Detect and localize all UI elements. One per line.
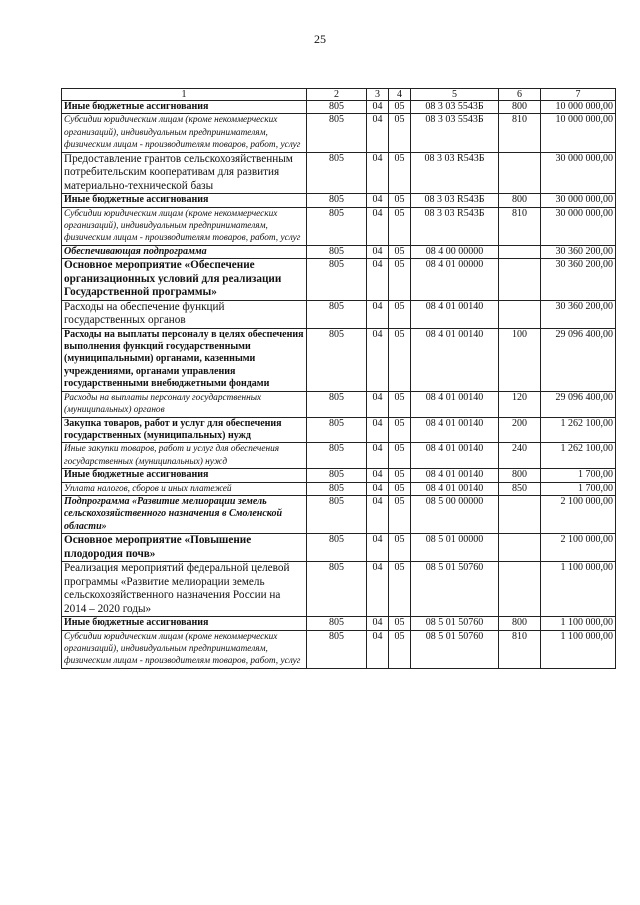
cell-target-article: 08 4 01 00140	[411, 417, 499, 443]
cell-admin-code: 805	[307, 194, 367, 207]
cell-subsection: 05	[389, 482, 411, 495]
cell-section: 04	[367, 630, 389, 668]
cell-description: Уплата налогов, сборов и иных платежей	[62, 482, 307, 495]
cell-target-article: 08 4 01 00140	[411, 391, 499, 417]
cell-target-article: 08 4 01 00140	[411, 443, 499, 469]
cell-admin-code: 805	[307, 417, 367, 443]
cell-admin-code: 805	[307, 101, 367, 114]
cell-description: Иные бюджетные ассигнования	[62, 617, 307, 630]
cell-target-article: 08 4 00 00000	[411, 245, 499, 258]
cell-admin-code: 805	[307, 482, 367, 495]
cell-amount: 30 000 000,00	[541, 207, 616, 245]
cell-expense-type: 800	[499, 101, 541, 114]
cell-expense-type: 850	[499, 482, 541, 495]
cell-subsection: 05	[389, 534, 411, 562]
cell-target-article: 08 4 01 00140	[411, 300, 499, 328]
cell-section: 04	[367, 562, 389, 617]
cell-subsection: 05	[389, 391, 411, 417]
cell-subsection: 05	[389, 562, 411, 617]
cell-target-article: 08 5 01 50760	[411, 617, 499, 630]
cell-amount: 1 700,00	[541, 469, 616, 482]
cell-target-article: 08 3 03 R543Б	[411, 194, 499, 207]
cell-admin-code: 805	[307, 562, 367, 617]
cell-section: 04	[367, 534, 389, 562]
cell-subsection: 05	[389, 245, 411, 258]
cell-admin-code: 805	[307, 245, 367, 258]
cell-expense-type	[499, 259, 541, 301]
cell-amount: 29 096 400,00	[541, 391, 616, 417]
cell-target-article: 08 4 01 00140	[411, 328, 499, 391]
table-row	[62, 328, 616, 391]
table-row	[62, 534, 616, 562]
cell-target-article: 08 3 03 R543Б	[411, 152, 499, 194]
cell-target-article: 08 4 01 00000	[411, 259, 499, 301]
cell-section: 04	[367, 300, 389, 328]
cell-subsection: 05	[389, 443, 411, 469]
cell-expense-type	[499, 152, 541, 194]
cell-amount: 1 100 000,00	[541, 562, 616, 617]
cell-section: 04	[367, 482, 389, 495]
cell-target-article: 08 4 01 00140	[411, 469, 499, 482]
cell-section: 04	[367, 469, 389, 482]
cell-amount: 30 360 200,00	[541, 259, 616, 301]
cell-section: 04	[367, 245, 389, 258]
cell-amount: 30 360 200,00	[541, 245, 616, 258]
cell-target-article: 08 5 01 50760	[411, 562, 499, 617]
cell-admin-code: 805	[307, 443, 367, 469]
cell-expense-type	[499, 245, 541, 258]
cell-description: Иные бюджетные ассигнования	[62, 469, 307, 482]
cell-expense-type	[499, 562, 541, 617]
cell-description: Подпрограмма «Развитие мелиорации земель сельскохозяйственного назначения в Смоленской области»	[62, 495, 307, 533]
cell-expense-type: 810	[499, 630, 541, 668]
cell-expense-type: 800	[499, 617, 541, 630]
cell-admin-code: 805	[307, 259, 367, 301]
cell-expense-type: 100	[499, 328, 541, 391]
cell-admin-code: 805	[307, 207, 367, 245]
cell-admin-code: 805	[307, 534, 367, 562]
cell-expense-type: 200	[499, 417, 541, 443]
cell-description: Субсидии юридическим лицам (кроме некоммерческих организаций), индивидуальным предпринимателям, физическим лицам - производителям товаров, работ, услуг	[62, 114, 307, 152]
cell-target-article: 08 3 03 5543Б	[411, 101, 499, 114]
column-header: 3	[367, 89, 389, 101]
cell-description: Иные закупки товаров, работ и услуг для обеспечения государственных (муниципальных) нужд	[62, 443, 307, 469]
cell-section: 04	[367, 114, 389, 152]
cell-section: 04	[367, 194, 389, 207]
cell-subsection: 05	[389, 152, 411, 194]
cell-subsection: 05	[389, 328, 411, 391]
cell-amount: 10 000 000,00	[541, 114, 616, 152]
cell-subsection: 05	[389, 630, 411, 668]
cell-description: Субсидии юридическим лицам (кроме некоммерческих организаций), индивидуальным предпринимателям, физическим лицам - производителям товаров, работ, услуг	[62, 630, 307, 668]
cell-target-article: 08 5 00 00000	[411, 495, 499, 533]
cell-expense-type	[499, 495, 541, 533]
column-header: 7	[541, 89, 616, 101]
cell-expense-type: 810	[499, 207, 541, 245]
cell-amount: 1 100 000,00	[541, 630, 616, 668]
cell-subsection: 05	[389, 300, 411, 328]
cell-admin-code: 805	[307, 495, 367, 533]
table-row	[62, 630, 616, 668]
cell-description: Расходы на выплаты персоналу в целях обеспечения выполнения функций государственными (муниципальными) органами, казенными учреждениями, органами управления государственными внебюджетными фондами	[62, 328, 307, 391]
cell-description: Основное мероприятие «Обеспечение организационных условий для реализации Государственной программы»	[62, 259, 307, 301]
table-row	[62, 114, 616, 152]
cell-amount: 30 360 200,00	[541, 300, 616, 328]
cell-admin-code: 805	[307, 300, 367, 328]
table-row	[62, 207, 616, 245]
table-row	[62, 259, 616, 301]
table-row	[62, 417, 616, 443]
table-row	[62, 101, 616, 114]
cell-amount: 1 700,00	[541, 482, 616, 495]
table-row	[62, 482, 616, 495]
cell-target-article: 08 3 03 R543Б	[411, 207, 499, 245]
table-row	[62, 562, 616, 617]
page-number: 25	[314, 32, 326, 46]
cell-section: 04	[367, 617, 389, 630]
cell-subsection: 05	[389, 194, 411, 207]
cell-expense-type: 800	[499, 469, 541, 482]
cell-amount: 2 100 000,00	[541, 534, 616, 562]
cell-description: Основное мероприятие «Повышение плодородия почв»	[62, 534, 307, 562]
cell-amount: 1 100 000,00	[541, 617, 616, 630]
table-row	[62, 245, 616, 258]
cell-subsection: 05	[389, 207, 411, 245]
cell-admin-code: 805	[307, 152, 367, 194]
table-row	[62, 300, 616, 328]
cell-description: Расходы на выплаты персоналу государственных (муниципальных) органов	[62, 391, 307, 417]
cell-subsection: 05	[389, 114, 411, 152]
table-row	[62, 617, 616, 630]
column-header: 1	[62, 89, 307, 101]
column-header: 2	[307, 89, 367, 101]
cell-section: 04	[367, 328, 389, 391]
cell-expense-type	[499, 534, 541, 562]
cell-amount: 10 000 000,00	[541, 101, 616, 114]
cell-description: Иные бюджетные ассигнования	[62, 194, 307, 207]
cell-description: Обеспечивающая подпрограмма	[62, 245, 307, 258]
cell-section: 04	[367, 207, 389, 245]
cell-admin-code: 805	[307, 391, 367, 417]
cell-description: Реализация мероприятий федеральной целевой программы «Развитие мелиорации земель сельскохозяйственного назначения России на 2014 – 2020 годы»	[62, 562, 307, 617]
cell-expense-type: 240	[499, 443, 541, 469]
cell-amount: 2 100 000,00	[541, 495, 616, 533]
cell-subsection: 05	[389, 495, 411, 533]
cell-section: 04	[367, 259, 389, 301]
cell-amount: 29 096 400,00	[541, 328, 616, 391]
cell-target-article: 08 5 01 50760	[411, 630, 499, 668]
cell-section: 04	[367, 443, 389, 469]
cell-expense-type: 120	[499, 391, 541, 417]
column-header: 6	[499, 89, 541, 101]
cell-amount: 1 262 100,00	[541, 417, 616, 443]
cell-section: 04	[367, 417, 389, 443]
cell-subsection: 05	[389, 469, 411, 482]
cell-target-article: 08 5 01 00000	[411, 534, 499, 562]
cell-subsection: 05	[389, 617, 411, 630]
cell-amount: 30 000 000,00	[541, 194, 616, 207]
column-header: 5	[411, 89, 499, 101]
cell-section: 04	[367, 152, 389, 194]
cell-section: 04	[367, 391, 389, 417]
cell-amount: 30 000 000,00	[541, 152, 616, 194]
cell-description: Предоставление грантов сельскохозяйственным потребительским кооперативам для развития материально-технической базы	[62, 152, 307, 194]
cell-description: Иные бюджетные ассигнования	[62, 101, 307, 114]
cell-admin-code: 805	[307, 617, 367, 630]
cell-subsection: 05	[389, 417, 411, 443]
table-row	[62, 443, 616, 469]
table-row	[62, 469, 616, 482]
cell-amount: 1 262 100,00	[541, 443, 616, 469]
cell-admin-code: 805	[307, 114, 367, 152]
table-row	[62, 495, 616, 533]
table-row	[62, 152, 616, 194]
table-row	[62, 391, 616, 417]
cell-description: Закупка товаров, работ и услуг для обеспечения государственных (муниципальных) нужд	[62, 417, 307, 443]
cell-admin-code: 805	[307, 630, 367, 668]
cell-section: 04	[367, 101, 389, 114]
table-row	[62, 194, 616, 207]
cell-description: Субсидии юридическим лицам (кроме некоммерческих организаций), индивидуальным предпринимателям, физическим лицам - производителям товаров, работ, услуг	[62, 207, 307, 245]
cell-section: 04	[367, 495, 389, 533]
cell-description: Расходы на обеспечение функций государственных органов	[62, 300, 307, 328]
cell-target-article: 08 3 03 5543Б	[411, 114, 499, 152]
cell-admin-code: 805	[307, 328, 367, 391]
column-header: 4	[389, 89, 411, 101]
cell-expense-type: 810	[499, 114, 541, 152]
cell-target-article: 08 4 01 00140	[411, 482, 499, 495]
cell-admin-code: 805	[307, 469, 367, 482]
budget-table	[61, 88, 616, 669]
cell-expense-type	[499, 300, 541, 328]
cell-subsection: 05	[389, 259, 411, 301]
cell-expense-type: 800	[499, 194, 541, 207]
cell-subsection: 05	[389, 101, 411, 114]
table-header-row	[62, 89, 616, 101]
